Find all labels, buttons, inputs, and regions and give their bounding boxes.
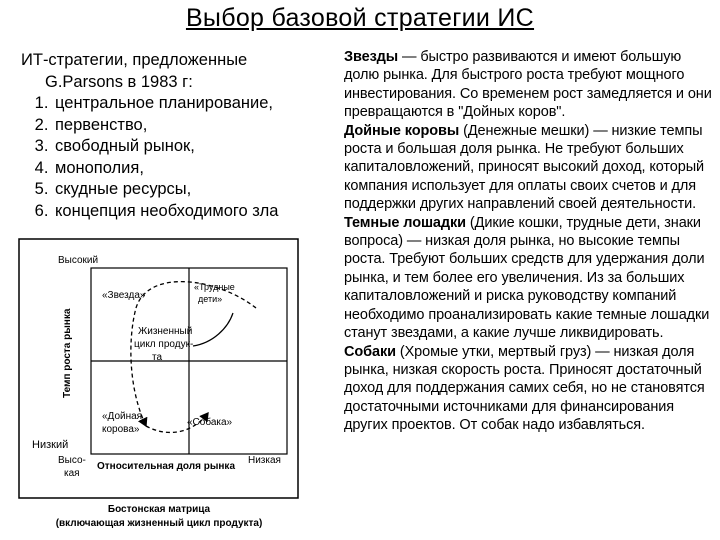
it-strategies-block [21,50,341,222]
y-high-label: Высокий [58,255,99,266]
x-high-label-2: кая [64,468,80,479]
boston-matrix-svg [18,238,300,534]
difficult-children-label-2: дети» [198,294,223,304]
matrix-caption-2: (включающая жизненный цикл продукта) [55,518,263,529]
y-axis-label: Темп роста рынка [62,308,73,398]
x-high-label-1: Высо- [58,455,86,466]
stars-quadrant-label: «Звезда» [102,290,146,301]
intro-line-2: G.Parsons в 1983 г: [45,72,193,91]
stars-text: — быстро развиваются и имеют большую долю рынка. Для быстрого роста требуют мощного инвестирования. Со временем рост замедляется и они превращаются в "Дойных коров". [344,49,712,121]
horses-term: Темные лошадки [344,214,466,231]
cows-text: (Денежные мешки) — низкие темпы роста и большая доля рынка. Не требуют больших капиталовложений, приносят высокий доход, который компания использует для оплаты своих счетов и для поддержки других направлений своей деятельности. [344,122,705,213]
cows-paragraph [344,122,716,214]
list-item: 6. концепция необходимого зла [53,201,341,223]
dog-quadrant-label: «Собака» [187,417,233,428]
dogs-text: (Хромые утки, мертвый груз) — низкая доля рынка, низкая скорость роста. Приносят достаточный доход для поддержания самих себя, но не становятся достаточными источниками для финансирования других проектов. От собак надо избавляться. [344,343,705,434]
strategies-list [21,93,341,222]
bcg-description [344,48,716,435]
stars-term: Звезды [344,49,399,65]
y-low-label: Низкий [32,439,69,451]
difficult-children-label-1: «Трудные [194,282,235,292]
list-item: 5. скудные ресурсы, [53,179,341,201]
cow-quadrant-label-2: корова» [102,424,140,435]
matrix-caption-1: Бостонская матрица [107,504,211,515]
cows-term: Дойные коровы [344,122,460,139]
x-axis-label: Относительная доля рынка [97,461,236,472]
page-title: Выбор базовой стратегии ИС [185,4,535,32]
lifecycle-label-2: цикл продук- [134,339,194,350]
intro-line-1: ИТ-стратегии, предложенные [21,51,248,69]
list-item: 4. монополия, [53,158,341,180]
lifecycle-label-3: та [152,352,163,363]
lifecycle-pointer [193,313,233,346]
dogs-paragraph [344,343,716,435]
list-item: 3. свободный рынок, [53,136,341,158]
horses-text: (Дикие кошки, трудные дети, знаки вопроса) — низкая доля рынка, но высокие темпы роста. Требуют больших средств для удержания доли рынка, и тем более его увеличения. Из за больших капиталовложений и риска руководству компаний необходимо проанализировать какие темные лошадки станут звездами, а какие лучше ликвидировать. [344,214,710,342]
cow-quadrant-label-1: «Дойная [102,411,143,422]
x-low-label: Низкая [248,455,281,466]
stars-paragraph [344,48,716,122]
lifecycle-label-1: Жизненный [138,326,193,337]
list-item: 1. центральное планирование, [53,93,341,115]
horses-paragraph [344,214,716,343]
list-item: 2. первенство, [53,115,341,137]
lifecycle-curve [131,282,256,426]
boston-matrix [18,238,300,539]
dogs-term: Собаки [344,343,396,360]
